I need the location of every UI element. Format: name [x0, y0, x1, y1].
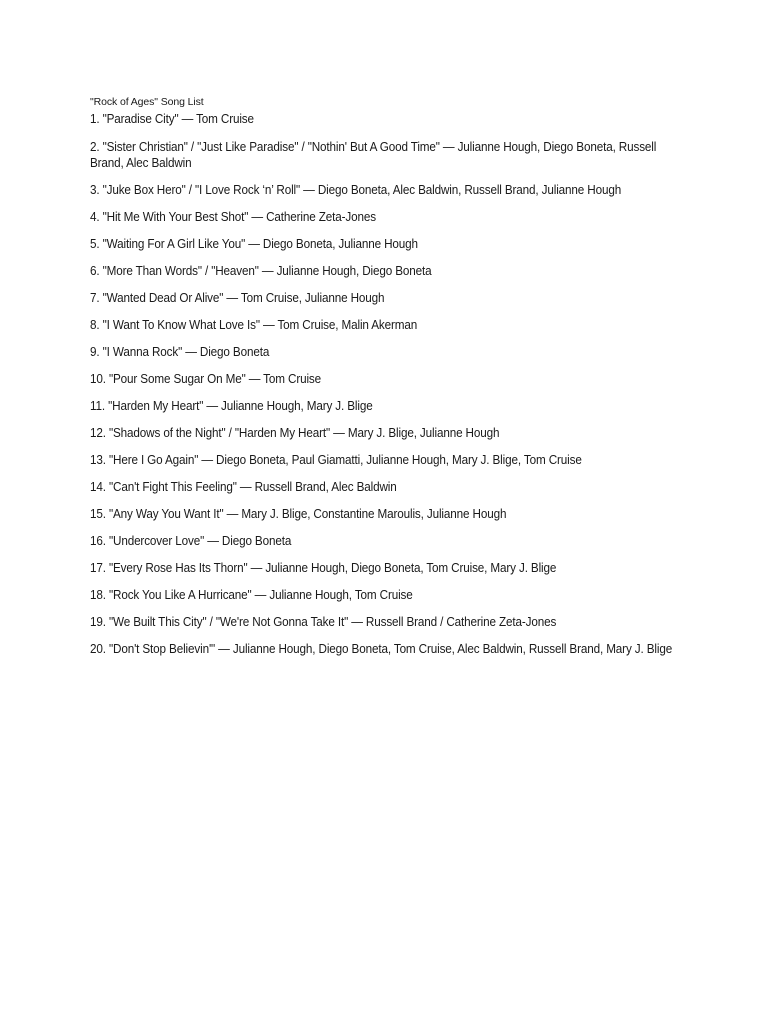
- song-item-1: 1. "Paradise City" — Tom Cruise: [90, 112, 254, 126]
- song-item-12: 12. "Shadows of the Night" / "Harden My Heart" — Mary J. Blige, Julianne Hough: [90, 426, 500, 440]
- song-item-20: 20. "Don't Stop Believin'" — Julianne Hough, Diego Boneta, Tom Cruise, Alec Baldwin, Russell Brand, Mary J. Blige: [90, 642, 673, 656]
- song-item-14: 14. "Can't Fight This Feeling" — Russell Brand, Alec Baldwin: [90, 480, 397, 494]
- song-item-4: 4. "Hit Me With Your Best Shot" — Catherine Zeta-Jones: [90, 210, 376, 224]
- song-item-9: 9. "I Wanna Rock" — Diego Boneta: [90, 345, 270, 359]
- song-item-15: 15. "Any Way You Want It" — Mary J. Blige, Constantine Maroulis, Julianne Hough: [90, 507, 507, 521]
- song-item-18: 18. "Rock You Like A Hurricane" — Julianne Hough, Tom Cruise: [90, 588, 413, 602]
- song-item-19: 19. "We Built This City" / "We're Not Gonna Take It" — Russell Brand / Catherine Zeta-Jones: [90, 615, 557, 629]
- song-item-8: 8. "I Want To Know What Love Is" — Tom Cruise, Malin Akerman: [90, 318, 418, 332]
- song-item-7: 7. "Wanted Dead Or Alive" — Tom Cruise, Julianne Hough: [90, 291, 385, 305]
- document-title: "Rock of Ages" Song List: [90, 96, 204, 108]
- song-item-13: 13. "Here I Go Again" — Diego Boneta, Paul Giamatti, Julianne Hough, Mary J. Blige, Tom Cruise: [90, 453, 582, 467]
- song-item-3: 3. "Juke Box Hero" / "I Love Rock ‘n’ Roll" — Diego Boneta, Alec Baldwin, Russell Brand, Julianne Hough: [90, 183, 622, 197]
- song-list: [90, 111, 690, 657]
- song-item-11: 11. "Harden My Heart" — Julianne Hough, Mary J. Blige: [90, 399, 373, 413]
- song-item-10: 10. "Pour Some Sugar On Me" — Tom Cruise: [90, 372, 322, 386]
- song-item-16: 16. "Undercover Love" — Diego Boneta: [90, 534, 292, 548]
- song-item-6: 6. "More Than Words" / "Heaven" — Julianne Hough, Diego Boneta: [90, 264, 432, 278]
- song-item-5: 5. "Waiting For A Girl Like You" — Diego Boneta, Julianne Hough: [90, 237, 418, 251]
- song-item-2: 2. "Sister Christian" / "Just Like Paradise" / "Nothin' But A Good Time" — Julianne Hough, Diego Boneta, Russell Brand, Alec Baldwin: [90, 140, 657, 170]
- document-page: [90, 96, 690, 668]
- song-item-17: 17. "Every Rose Has Its Thorn" — Julianne Hough, Diego Boneta, Tom Cruise, Mary J. Blige: [90, 561, 557, 575]
